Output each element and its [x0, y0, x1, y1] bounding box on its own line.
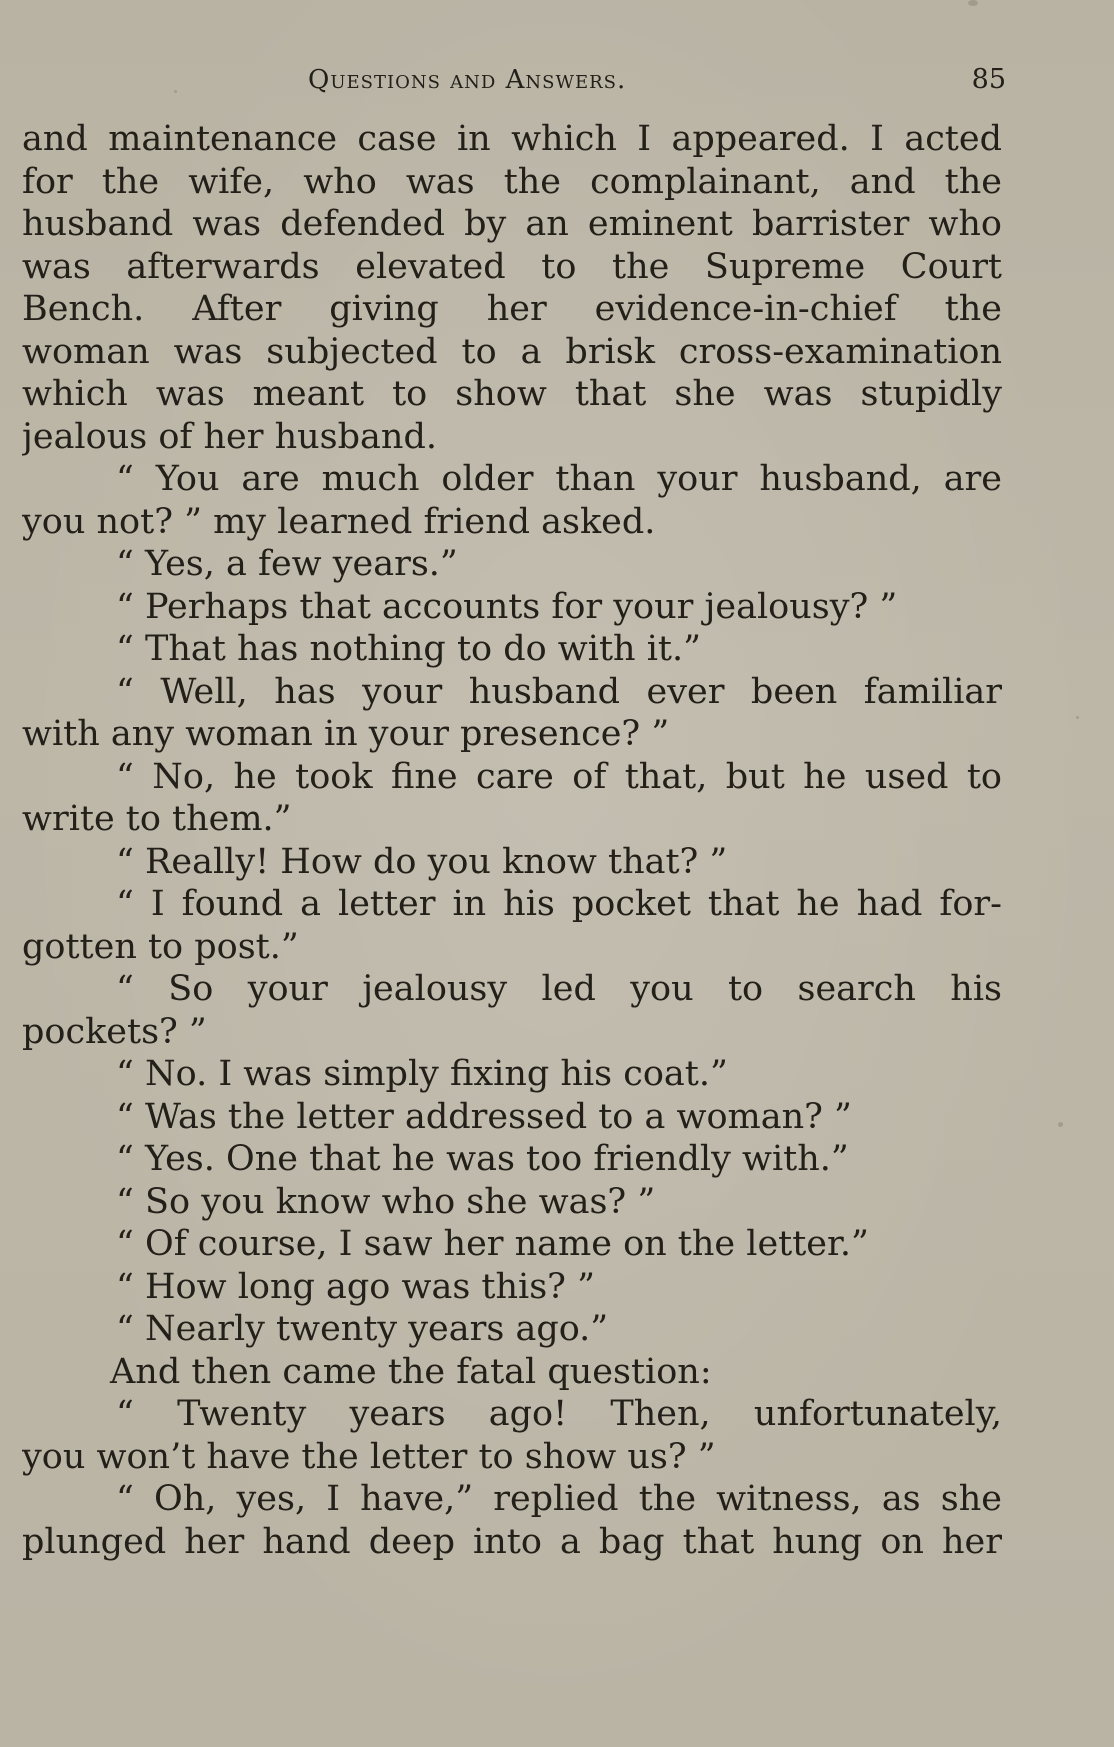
running-title: Questions and Answers.	[308, 65, 627, 95]
text-line: which was meant to show that she was stupidly	[22, 374, 1002, 414]
text-line: gotten to post.”	[22, 926, 299, 967]
body-text	[22, 118, 1002, 1563]
text-line: And then came the fatal question:	[110, 1351, 712, 1392]
text-line: “ How long ago was this? ”	[116, 1266, 595, 1307]
text-line: “ Oh, yes, I have,” replied the witness, as she	[116, 1479, 1002, 1519]
text-line: you not? ” my learned friend asked.	[22, 501, 656, 542]
text-line: write to them.”	[22, 799, 292, 839]
text-line: “ Perhaps that accounts for your jealousy? ”	[116, 586, 898, 627]
paper-speck	[1058, 1122, 1063, 1127]
page-number: 85	[971, 64, 1006, 95]
text-line: “ Really! How do you know that? ”	[116, 841, 728, 882]
text-line: “ No. I was simply fixing his coat.”	[116, 1054, 728, 1094]
text-line: “ So your jealousy led you to search his	[116, 969, 1002, 1009]
text-line: “ You are much older than your husband, are	[116, 459, 1002, 499]
text-line: “ Of course, I saw her name on the letter.”	[116, 1224, 869, 1264]
running-head	[0, 60, 1114, 100]
text-line: “ Yes, a few years.”	[116, 544, 458, 584]
paper-speck	[174, 90, 177, 93]
text-line: “ Yes. One that he was too friendly with.”	[116, 1139, 849, 1179]
text-line: “ That has nothing to do with it.”	[116, 629, 701, 669]
text-line: for the wife, who was the complainant, and the	[22, 161, 1002, 202]
text-line: “ So you know who she was? ”	[116, 1181, 656, 1222]
text-line: “ Was the letter addressed to a woman? ”	[116, 1096, 852, 1137]
text-line: “ No, he took fine care of that, but he used to	[116, 756, 1002, 797]
text-line: Bench. After giving her evidence-in-chief the	[22, 289, 1002, 329]
text-line: “ Twenty years ago! Then, unfortunately,	[116, 1394, 1002, 1434]
text-line: “ I found a letter in his pocket that he had for-	[116, 884, 1002, 924]
text-line: plunged her hand deep into a bag that hung on her	[22, 1521, 1002, 1562]
text-line: husband was defended by an eminent barrister who	[22, 204, 1002, 244]
text-line: with any woman in your presence? ”	[22, 714, 670, 754]
text-line: and maintenance case in which I appeared. I acted	[22, 119, 1002, 159]
text-line: pockets? ”	[22, 1011, 207, 1052]
text-line: “ Nearly twenty years ago.”	[116, 1309, 609, 1349]
text-line: woman was subjected to a brisk cross-examination	[22, 331, 1002, 372]
text-line: you won’t have the letter to show us? ”	[22, 1436, 716, 1477]
text-line: “ Well, has your husband ever been familiar	[116, 671, 1002, 712]
text-line: jealous of her husband.	[22, 416, 437, 457]
text-line: was afterwards elevated to the Supreme Court	[22, 246, 1002, 287]
paper-speck	[968, 0, 978, 6]
paper-speck	[1076, 716, 1079, 719]
